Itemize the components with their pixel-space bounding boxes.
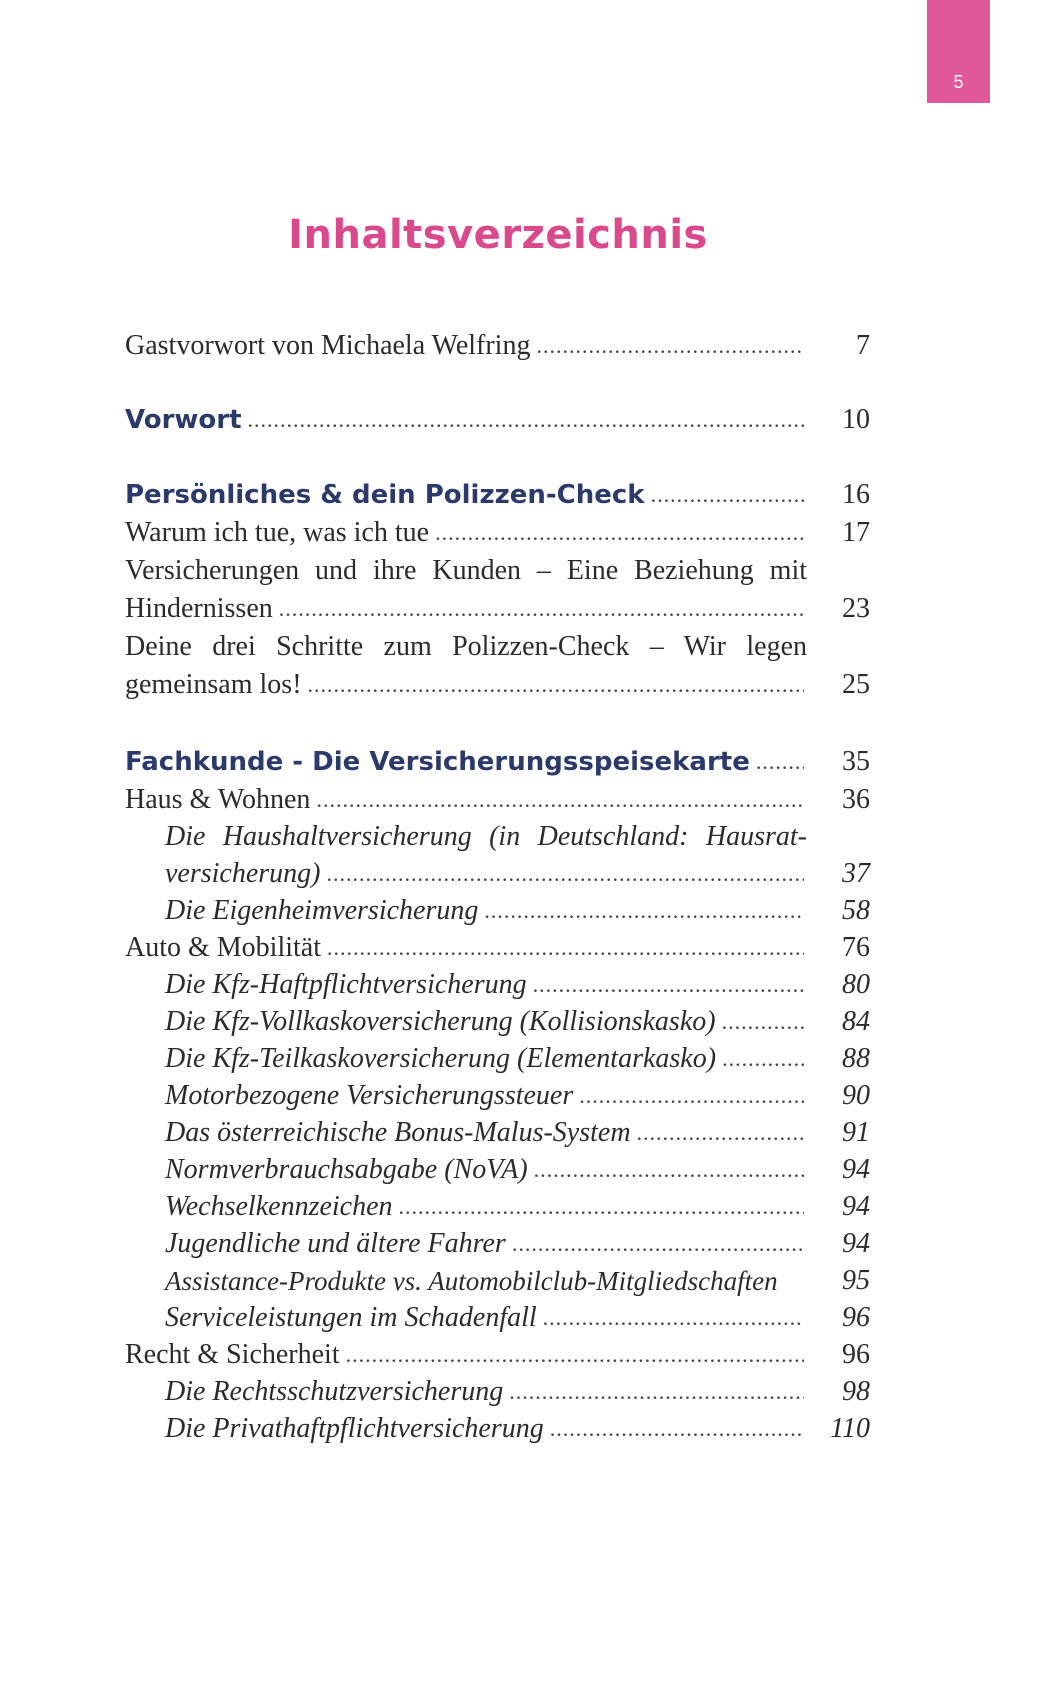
dot-leader: [509, 1373, 804, 1411]
toc-section-persoenliches[interactable]: Persönliches & dein Polizzen-Check ..... 16: [125, 476, 870, 514]
dot-leader: [279, 590, 804, 628]
toc-entry-versicherungen[interactable]: Hindernissen ..... 23: [125, 590, 870, 628]
dot-leader: [248, 401, 804, 439]
toc-entry-assistance[interactable]: Assistance-Produkte vs. Automobilclub-Mitgliedschaften 95: [165, 1265, 870, 1296]
dot-leader: [484, 892, 804, 930]
toc-entry-schritte-line1: Deine drei Schritte zum Polizzen-Check – Wir legen: [125, 631, 807, 662]
dot-leader: [579, 1077, 804, 1115]
dot-leader: [534, 1151, 804, 1189]
toc-entry-haushalt[interactable]: versicherung) ..... 37: [165, 855, 870, 893]
dot-leader: [637, 1114, 804, 1152]
toc-entry-auto-mobilitaet[interactable]: Auto & Mobilität ..... 76: [125, 929, 870, 967]
toc-entry-kfz-teilkasko[interactable]: Die Kfz-Teilkaskoversicherung (Elementarkasko) ..... 88: [165, 1040, 870, 1078]
toc-title: Inhaltsverzeichnis: [288, 212, 708, 258]
dot-leader: [550, 1410, 804, 1448]
toc-entry-haus-wohnen[interactable]: Haus & Wohnen ..... 36: [125, 781, 870, 819]
toc-entry-privathaftpflicht[interactable]: Die Privathaftpflichtversicherung ..... 110: [165, 1410, 870, 1448]
dot-leader: [308, 666, 804, 704]
dot-leader: [722, 1003, 804, 1041]
toc-section-fachkunde[interactable]: Fachkunde - Die Versicherungsspeisekarte ..... 35: [125, 743, 870, 781]
toc-entry-fahrer[interactable]: Jugendliche und ältere Fahrer ..... 94: [165, 1225, 870, 1263]
page-number-tab: [927, 0, 990, 103]
dot-leader: [327, 929, 804, 967]
toc-section-vorwort[interactable]: Vorwort ..... 10: [125, 401, 870, 439]
toc-entry-haushalt-line1: Die Haushaltversicherung (in Deutschland: Hausrat-: [165, 821, 807, 852]
toc-entry-wechselkennzeichen[interactable]: Wechselkennzeichen ..... 94: [165, 1188, 870, 1226]
toc-entry-recht-sicherheit[interactable]: Recht & Sicherheit ..... 96: [125, 1336, 870, 1374]
toc-entry-versicherungen-line1: Versicherungen und ihre Kunden – Eine Beziehung mit: [125, 555, 807, 586]
toc-entry-kfz-vollkasko[interactable]: Die Kfz-Vollkaskoversicherung (Kollisionskasko) ..... 84: [165, 1003, 870, 1041]
dot-leader: [533, 966, 804, 1004]
dot-leader: [756, 743, 804, 781]
toc-entry-schritte[interactable]: gemeinsam los! ..... 25: [125, 666, 870, 704]
dot-leader: [316, 781, 804, 819]
dot-leader: [399, 1188, 804, 1226]
toc-entry-nova[interactable]: Normverbrauchsabgabe (NoVA) ..... 94: [165, 1151, 870, 1189]
toc-entry-eigenheim[interactable]: Die Eigenheimversicherung ..... 58: [165, 892, 870, 930]
dot-leader: [435, 514, 804, 552]
toc-entry-bonus-malus[interactable]: Das österreichische Bonus-Malus-System ..... 91: [165, 1114, 870, 1152]
toc-entry-versicherungssteuer[interactable]: Motorbezogene Versicherungssteuer ..... 90: [165, 1077, 870, 1115]
dot-leader: [651, 476, 804, 514]
toc-entry-gastvorwort[interactable]: Gastvorwort von Michaela Welfring ..... 7: [125, 327, 870, 365]
dot-leader: [327, 855, 804, 893]
dot-leader: [346, 1336, 804, 1374]
dot-leader: [543, 1299, 804, 1337]
dot-leader: [722, 1040, 804, 1078]
dot-leader: [536, 327, 804, 365]
page-number: 5: [953, 72, 964, 92]
toc-entry-warum[interactable]: Warum ich tue, was ich tue ..... 17: [125, 514, 870, 552]
toc-entry-serviceleistungen[interactable]: Serviceleistungen im Schadenfall ..... 96: [165, 1299, 870, 1337]
toc-entry-kfz-haftpflicht[interactable]: Die Kfz-Haftpflichtversicherung ..... 80: [165, 966, 870, 1004]
dot-leader: [512, 1225, 804, 1263]
toc-entry-rechtsschutz[interactable]: Die Rechtsschutzversicherung ..... 98: [165, 1373, 870, 1411]
